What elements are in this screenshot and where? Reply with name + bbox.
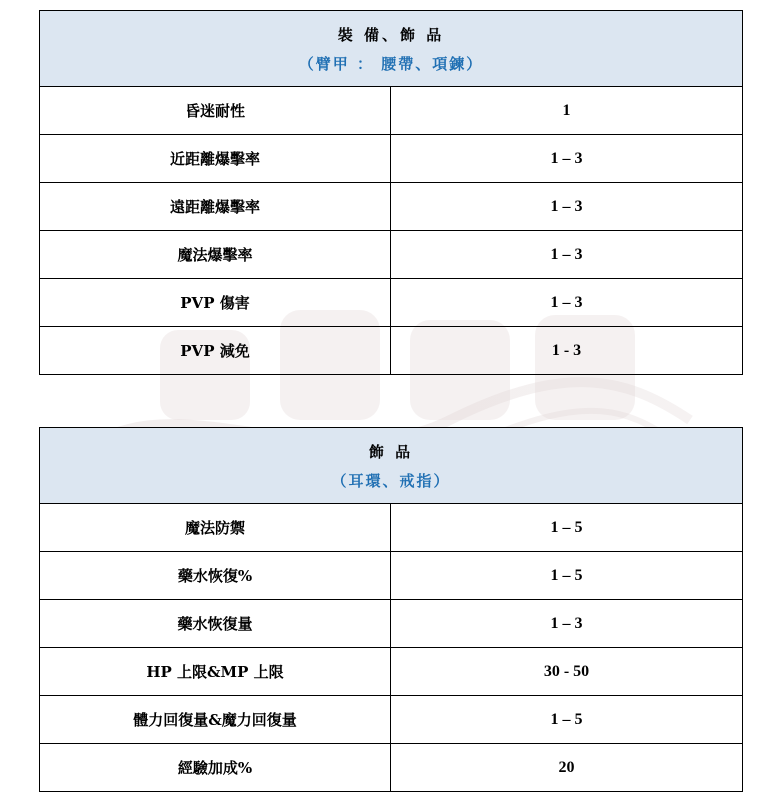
table-row: [40, 504, 743, 552]
stat-name: 魔法爆擊率: [40, 231, 391, 279]
stat-name: PVP 減免: [40, 327, 391, 375]
stat-value: 1 – 5: [391, 696, 743, 744]
header-cell: [40, 11, 743, 87]
table-header: [40, 428, 743, 504]
stat-value: 1 – 3: [391, 600, 743, 648]
table-row: [40, 696, 743, 744]
stat-value: 1 – 3: [391, 183, 743, 231]
stat-name: 體力回復量&魔力回復量: [40, 696, 391, 744]
stat-name: PVP 傷害: [40, 279, 391, 327]
stat-value: 1 – 3: [391, 231, 743, 279]
stat-name: 遠距離爆擊率: [40, 183, 391, 231]
stat-value: 1 – 5: [391, 504, 743, 552]
accessory-table: [39, 427, 743, 792]
stat-value: 1 – 3: [391, 279, 743, 327]
stat-name: 魔法防禦: [40, 504, 391, 552]
table-row: [40, 327, 743, 375]
table-row: [40, 183, 743, 231]
table-title: 飾 品: [368, 442, 414, 461]
stat-name: 近距離爆擊率: [40, 135, 391, 183]
equipment-accessory-table: [39, 10, 743, 375]
stat-value: 1: [391, 87, 743, 135]
table-title: 裝 備、飾 品: [337, 25, 445, 44]
table-subtitle: （臂甲 ： 腰帶、項鍊）: [298, 54, 484, 73]
stat-value: 30 - 50: [391, 648, 743, 696]
stat-name: 藥水恢復量: [40, 600, 391, 648]
stat-name: 昏迷耐性: [40, 87, 391, 135]
stat-name: 經驗加成%: [40, 744, 391, 792]
stat-name: HP 上限&MP 上限: [40, 648, 391, 696]
stat-value: 1 – 3: [391, 135, 743, 183]
table-header: [40, 11, 743, 87]
stat-name: 藥水恢復%: [40, 552, 391, 600]
table-row: [40, 744, 743, 792]
table-subtitle: （耳環、戒指）: [331, 471, 451, 490]
table-row: [40, 87, 743, 135]
stat-value: 1 – 5: [391, 552, 743, 600]
stat-value: 20: [391, 744, 743, 792]
table-row: [40, 279, 743, 327]
table-row: [40, 600, 743, 648]
table-row: [40, 231, 743, 279]
stat-value: 1 - 3: [391, 327, 743, 375]
header-cell: [40, 428, 743, 504]
table-row: [40, 552, 743, 600]
table-row: [40, 135, 743, 183]
table-row: [40, 648, 743, 696]
